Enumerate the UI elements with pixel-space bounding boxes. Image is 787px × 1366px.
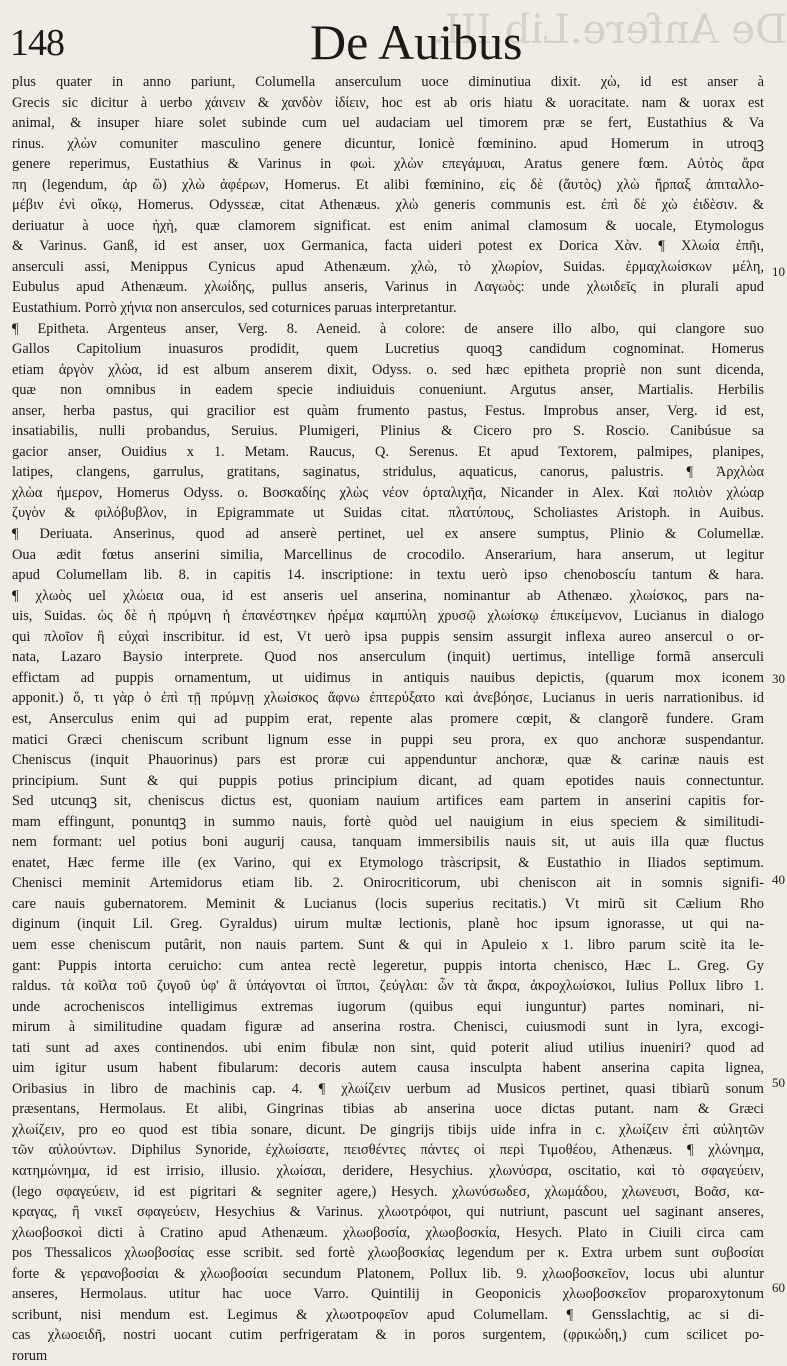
text-line: pos Thessalicos χλωοβοσίας esse scribit. sed fortè χλωοβοσκίας legendum per κ. Extra urbem sunt συβοσίαι [12, 1245, 764, 1262]
text-line: Chenisci meminit Artemidorus etiam lib. 2. Onirocriticorum, ubi cheniscon ait in somnis signifi- [12, 875, 764, 892]
margin-line-number: 60 [772, 1280, 785, 1295]
text-line: uis, Suidas. ὡς δὲ ἡ πρύμνη ἡ ἐπανέστηκεν ἠρέμα καμπύλη χρυσῷ χλωίσκῳ ἐπικείμενον, Lucianus in dialogo [12, 608, 764, 625]
margin-line-number: 30 [772, 671, 785, 686]
text-line: ζυγὸν & φιλόβυβλον, in Epigrammate ut Suidas citat. πλατύπους, Scholiastes Aristoph. in Auibus. [12, 505, 764, 522]
text-line: τῶν αὐλούντων. Diphilus Synoride, ἐχλωίσατε, πεισθέντες πάντες οἱ περὶ Τιμοθέου, Athenæus. ¶ χλώνημα, [12, 1142, 764, 1159]
text-line: Sed utcunqꝫ sit, cheniscus dictus est, quoniam nauium artifices eam partem in anserini capitis for- [12, 793, 764, 810]
text-line: Eustathium. Porrò χήνια non anserculos, sed coturnices paruas interpretantur. [12, 300, 457, 317]
text-line: apud Columellam lib. 8. in capitis 14. inscriptione: in textu uerò ipso chenoboscíu tantum & hara. [12, 567, 764, 584]
text-line: anseres, Hermolaus. utitur hac uoce Varro. Quintilij in Geoponicis χλωοβοσκεῖον proparoxytonum [12, 1286, 764, 1303]
text-line: care nauis gubernatorem. Meminit & Lucianus (locis superius recitatis.) Vt mirũ sit Cælium Rho [12, 895, 764, 912]
text-line: κατημώνημα, id est irrisio, illusio. χλωίσαι, deridere, Hesychius. χλωνύσρα, oscitatio, καὶ τὸ σφαγεύειν, [12, 1162, 764, 1179]
text-line: χλὼα ἡμερον, Homerus Odyss. o. Βοσκαδίης χλὼς νέον ὀρταλιχῆα, Nicander in Alex. Καὶ πολιὸν χλώαρ [12, 484, 764, 501]
text-line: raldus. τὰ κοῖλα τοῦ ζυγοῦ ὑφ' ἃ ὑπάγονται οἱ ἵπποι, ζεύγλαι: ὧν τὰ ἄκρα, ἀκροχλωίσκοι, Iulius Pollux libro 1. [12, 978, 764, 995]
text-line: (lego σφαγεύειν, id est pigritari & segniter agere,) Hesych. χλωνύσωδεσ, χλωμάδου, χλωνευσι, Βοᾶσ, κα- [12, 1183, 764, 1200]
text-line: anser, herba pastus, qui gracilior est quàm frumento pastus, Festus. Improbus anser, Verg. id est, [12, 402, 764, 419]
running-title: De Auibus [310, 14, 523, 70]
text-line: χλωοβοσκοὶ dicti à Cratino apud Athenæum. χλωοβοσία, χλωοβοσκία, Hesych. Plato in Ciuili circa cam [12, 1224, 764, 1241]
text-line: Eubulus apud Athenæum. χλωίδης, pullus anseris, Varinus in Λαγωὸς: unde χλωιδεῖς in plurali apud [12, 279, 764, 296]
text-line: matici Græci cheniscum scribunt lignum esse in puppi seu prora, ex quo anchoræ suspendantur. [12, 731, 764, 748]
text-line: tati sunt ad axes continendos. ubi enim fibulæ non sint, quid poterit aliud utilius inueniri? quod ad [12, 1039, 764, 1056]
text-line: Grecis sic dicitur à uerbo χάινειν & χανδὸν ἰδίειν, hoc est ab oris hiatu & uoracitate. nam & uorax est [12, 94, 764, 111]
text-line: qui πλοῖον ἢ εὐχαὶ inscribitur. id est, Vt uerò ipsa puppis sensim assurgit inflexa aureo ansercul o or- [12, 628, 764, 645]
text-line: uim igitur usum habent fibularum: decoris autem causa insculpta habent anserina capita lignea, [12, 1060, 764, 1077]
text-line: rinus. χλὼν comuniter masculino genere dicuntur, Ionicè fœminino. apud Homerum in utroqꝫ [12, 135, 764, 152]
text-line: plus quater in anno pariunt, Columella anserculum uoce diminutiua dixit. χὼ, id est anser à [12, 74, 764, 90]
text-block [12, 72, 764, 1366]
text-line: unde acrocheniscos intelligimus extremas iugorum (quibus equi iunguntur) partes nominari, ni- [12, 998, 764, 1015]
page-number: 148 [10, 22, 64, 64]
text-line: animal, & insuper hiare solet subinde cum uel audaciam uel timorem præ se fert, Eustathius & Va [12, 115, 764, 132]
bleed-through-text: De Anfere.Lib.III. [432, 7, 787, 53]
text-line: ¶ χλωὸς uel χλώεια oua, id est anseris uel anserina, nominantur ab Athenæo. χλωίσκος, pars na- [12, 587, 764, 604]
text-line: mam effingunt, ponuntqꝫ in summo nauis, fortè quòd uel nauigium in eius speciem & similitudi- [12, 813, 764, 830]
text-line: Cheniscus (inquit Phauorinus) pars est proræ cui appenduntur anchoræ, quæ & carinæ nauis est [12, 752, 764, 769]
text-line: etiam ἀργὸν χλὼα, id est album anserem dixit, Odyss. o. sed hæc epitheta propriè non sunt dicenda, [12, 361, 764, 378]
page-header [10, 12, 770, 72]
text-line: uem esse cheniscum putârit, non nauis partem. Sunt & qui in Apuleio x 1. libro parum scitè ita le- [12, 936, 764, 953]
text-line: nem formant: uel potius boni augurij causa, tanquam immersibilis nauis sit, ut auis illa quæ fluctus [12, 834, 764, 851]
text-line: ¶ Epitheta. Argenteus anser, Verg. 8. Aeneid. à colore: de ansere illo albo, qui clangore suo [12, 320, 764, 337]
text-line: cas χλωοειδῆ, nostri uocant cutim perfrigeratam & in poros surgentem, (φρικώδη,) cum scilicet po- [12, 1327, 764, 1344]
text-line: effictam ad puppis ornamentum, ut uidimus in antiquis nauibus depictis, (quarum mox iconem [12, 669, 764, 686]
margin-line-number: 40 [772, 872, 785, 887]
text-line: κραγας, ἢ νικεῖ σφαγεύειν, Hesychius & Varinus. χλωοτρόφοι, qui nutriunt, pascunt uel saginant anseres, [12, 1204, 764, 1221]
text-line: quæ non omnibus in eadem specie indiuiduis conueniunt. Argutus anser, Martialis. Herbilis [12, 382, 764, 399]
text-line: principium. Sunt & qui puppis potius principium dicant, ad quam epotides nauis connectuntur. [12, 772, 764, 789]
text-line: præsentans, Hermolaus. Et alibi, Gingrinas tibias ab anserina uoce dictas putant. nam & Græci [12, 1101, 764, 1118]
text-line: latipes, clangens, garrulus, gratitans, saginatus, stridulus, aquaticus, canorus, palustris. ¶ Ἀρχλὼα [12, 464, 764, 481]
text-line: scribunt, nisi mendum est. Legimus & χλωοτροφεῖον apud Columellam. ¶ Gensslachtig, ac si di- [12, 1306, 764, 1323]
text-line: mirum à similitudine quadam figuræ ad anserina rostra. Chenisci, cuiusmodi sunt in lyra, excogi- [12, 1019, 764, 1036]
text-line: gant: Puppis intorta ceruicho: cum antea rectè legeretur, puppis intorta chenisco, Hæc L. Greg. Gy [12, 957, 764, 974]
text-line: anserculi assi, Menippus Cynicus apud Athenæum. χλὼ, τὸ χλωρίον, Suidas. ἑρμαχλωίσκων μέλη, [12, 258, 764, 275]
text-line: Oribasius in libro de machinis cap. 4. ¶ χλωίζειν uerbum ad Musicos pertinet, quasi tibiarũ sonum [12, 1080, 764, 1097]
text-line: Oua ædit fœtus anserini similia, Marcellinus de crocodilo. Anserarium, hara anserum, ut legitur [12, 546, 764, 563]
margin-line-number: 10 [772, 264, 785, 279]
text-line: apponit.) ὅ, τι γὰρ ὁ ἐπὶ τῇ πρύμνῃ χλωίσκος ἄφνω ἐπτερύξατο καὶ ἀνεβόησε, Lucianus in ueris narrationibus. id [12, 690, 764, 707]
text-line: Gallos Capitolium inuasuros prodidit, quem Lucretius quoqꝫ candidum cognominat. Homerus [12, 341, 764, 358]
text-line: μέβιν ἐνὶ οἴκῳ, Homerus. Odyssεæ, citat Athenæus. χλὼ generis communis est. ἐπὶ δὲ χὼ ἐιδὲσιν. & [12, 197, 764, 214]
text-line: gacior anser, Ouidius x 1. Metam. Raucus, Q. Serenus. Et apud Textorem, palmipes, planipes, [12, 443, 764, 460]
text-line: enatet, Hæc ferme ille (ex Varino, qui ex Etymologo tràscripsit, & Eustathio in Iliados septimum. [12, 854, 764, 871]
text-line: πη (legendum, ἀρ ὢ) χλὼ ἀφέρων, Homerus. Et alibi fœminino, εἰς δὲ (ἄυτὸς) χλὼ ἤρπαξ ἀπιταλλο- [12, 176, 764, 193]
text-line: & Varinus. Ganß, id est anser, uox Germanica, facta uideri potest ex Dorica Χὰν. ¶ Χλωία ἐπῆι, [12, 238, 764, 255]
text-line: nata, Lazaro Baysio interprete. Quod nos anserculum (inquit) uertimus, intellige formã anserculi [12, 649, 764, 666]
text-line: insatiabilis, nulli probandus, Seruius. Plumigeri, Plinius & Cicero pro S. Roscio. Canibúsue sa [12, 423, 764, 440]
text-line: χλωίζειν, pro eo quod est tibia sonare, dicunt. De gingrijs tibijs uide infra in c. χλωίζειν ἐπὶ αὐλητῶν [12, 1121, 764, 1138]
text-line: deriuatur à uoce ἠχὴ, quæ clamorem significat. est enim animal clamosum & uocale, Etymologus [12, 217, 764, 234]
text-line: genere reperimus, Eustathius & Varinus in φωὶ. χλὼν επεγάμυαι, Aratus genere fœm. Αὐτὸς ἄρα [12, 156, 764, 173]
text-line: forte & γερανοβοσίαι & χλωοβοσίαι secundum Platonem, Pollux lib. 9. χλωοβοσκεῖον, locus ubi aluntur [12, 1265, 764, 1282]
text-line: ¶ Deriuata. Anserinus, quod ad anserè pertinet, uel ex ansere sumptus, Plinio & Columellæ. [12, 526, 764, 543]
margin-line-number: 50 [772, 1075, 785, 1090]
text-line: diginum (inquit Lil. Greg. Gyraldus) uirum multæ lectionis, planè hoc ipsum ignorasse, ut qui na- [12, 916, 764, 933]
text-line: rorum [12, 1347, 48, 1364]
text-line: est, Anserculus enim qui ad puppim erat, repente alas promere cœpit, & clangorẽ fundere. Gram [12, 710, 764, 727]
